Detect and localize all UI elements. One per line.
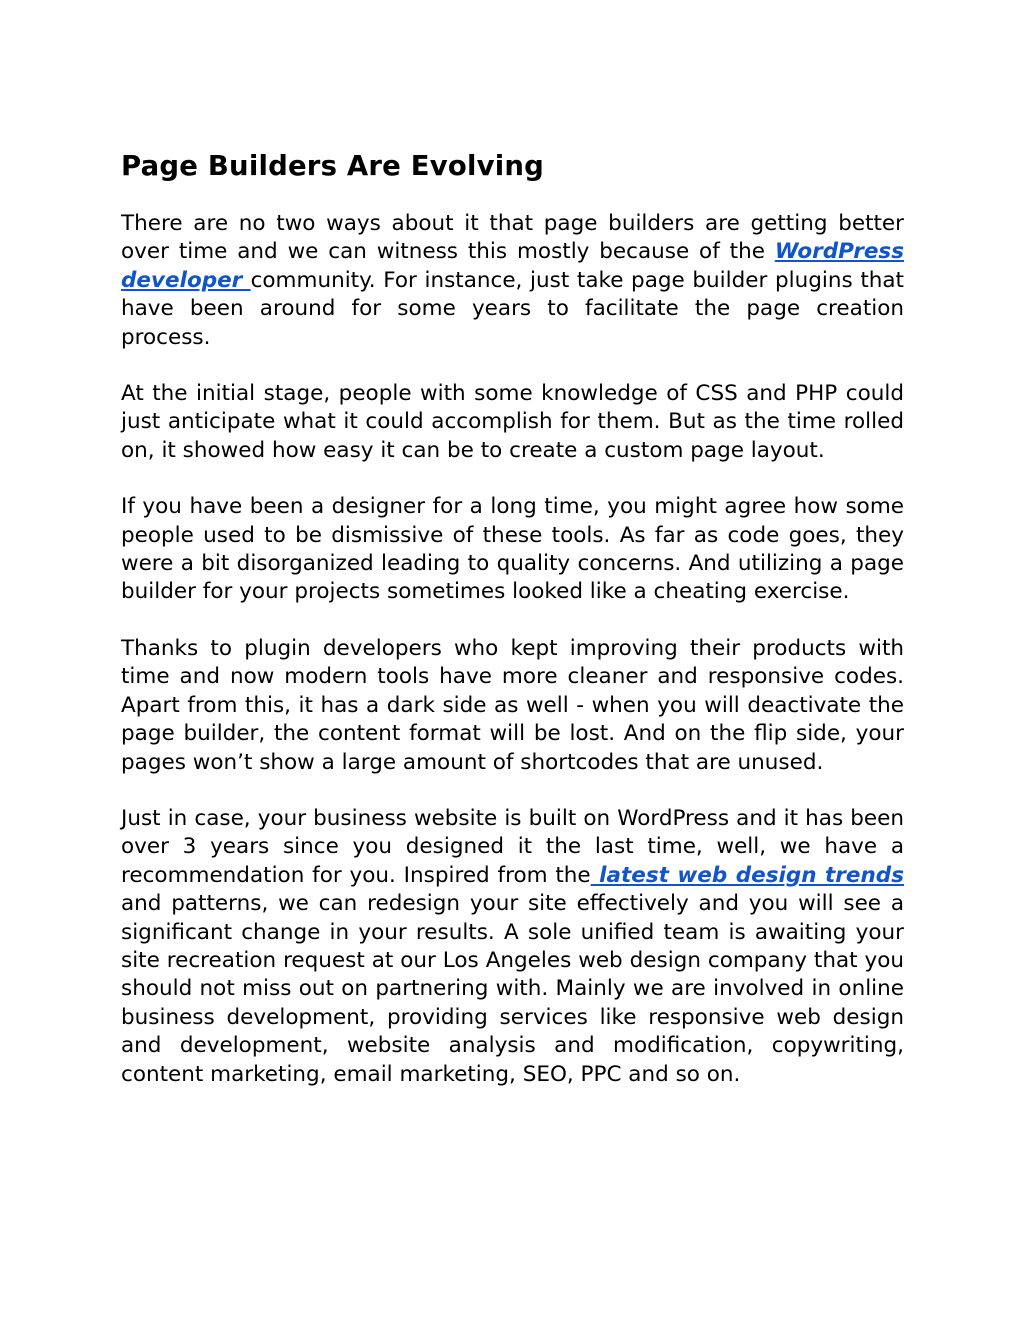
paragraph-5-text-after: and patterns, we can redesign your site effectively and you will see a significant change in your results. A sole unified team is awaiting your site recreation request at our Los Angeles web design company that you should not miss out on partnering with. Mainly we are involved in online business development, providing services like responsive web design and development, website analysis and modification, copywriting, content marketing, email marketing, SEO, PPC and so on. <box>121 891 904 1087</box>
paragraph-3: If you have been a designer for a long time, you might agree how some people used to be dismissive of these tools. As far as code goes, they were a bit disorganized leading to quality concerns. And utilizing a page builder for your projects sometimes looked like a cheating exercise. <box>121 494 904 605</box>
page-title: Page Builders Are Evolving <box>121 150 545 182</box>
paragraph-1-text-before: There are no two ways about it that page builders are getting better over time and we can witness this mostly because of the <box>121 211 904 265</box>
paragraph-1 <box>121 210 904 352</box>
paragraph-2: At the initial stage, people with some knowledge of CSS and PHP could just anticipate what it could accomplish for them. But as the time rolled on, it showed how easy it can be to create a custom page layout. <box>121 381 904 463</box>
document-page <box>121 148 904 1117</box>
paragraph-5 <box>121 805 904 1089</box>
paragraph-1-text-after: community. For instance, just take page builder plugins that have been around for some years to facilitate the page creation process. <box>121 267 904 350</box>
wordpress-developer-link[interactable]: WordPress developer <box>121 239 904 293</box>
paragraph-5-text-before: Just in case, your business website is built on WordPress and it has been over 3 years since you designed it the last time, well, we have a recommendation for you. Inspired from the <box>121 805 904 888</box>
web-design-trends-link[interactable]: latest web design trends <box>590 862 904 888</box>
paragraph-4: Thanks to plugin developers who kept improving their products with time and now modern tools have more cleaner and responsive codes. Apart from this, it has a dark side as well - when you will deactivate the page builder, the content format will be lost. And on the flip side, your pages won’t show a large amount of shortcodes that are unused. <box>121 635 904 775</box>
